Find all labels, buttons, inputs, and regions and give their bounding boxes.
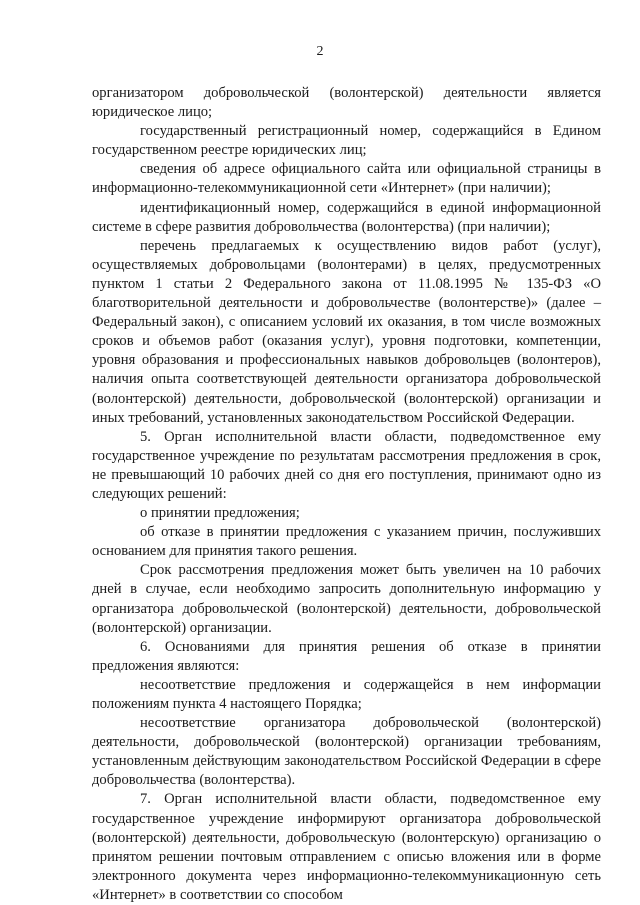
paragraph-list-of-works: перечень предлагаемых к осуществлению видов работ (услуг), осуществляемых добровольцами (волонтерами) в целях, предусмотренных пунктом 1 статьи 2 Федерального закона от 11.08.1995 № 135-ФЗ «О благотворительной деятельности и добровольчестве (волонтерстве)» (далее – Федеральный закон), с описанием условий их оказания, в том числе возможных сроков и объемов работ (оказания услуг), уровня подготовки, компетенции, уровня образования и профессиональных навыков добровольцев (волонтеров), наличия опыта соответствующей деятельности организатора добровольческой (волонтерской) деятельности, добровольческой (волонтерской) организации и иных требований, установленных законодательством Российской Федерации. (92, 237, 601, 426)
paragraph-nonconformity-organizer: несоответствие организатора добровольческой (волонтерской) деятельности, добровольческой (волонтерской) организации требованиям, установленным действующим законодательством Российской Федерации в сфере добровольчества (волонтерства). (92, 715, 601, 789)
paragraph-clause-5: 5. Орган исполнительной власти области, подведомственное ему государственное учреждение по результатам рассмотрения предложения в срок, не превышающий 10 рабочих дней со дня его поступления, принимают одно из следующих решений: (92, 428, 601, 502)
paragraph-clause-7: 7. Орган исполнительной власти области, подведомственное ему государственное учреждение информируют организатора добровольческой (волонтерской) деятельности, добровольческую (волонтерскую) организацию о принятом решении почтовым отправлением с описью вложения или в форме электронного документа через информационно-телекоммуникационную сеть «Интернет» в соответствии со способом (92, 791, 601, 903)
paragraph-refusal: об отказе в принятии предложения с указанием причин, послуживших основанием для принятия такого решения. (92, 524, 601, 560)
paragraph-review-extension: Срок рассмотрения предложения может быть увеличен на 10 рабочих дней в случае, если необходимо запросить дополнительную информацию у организатора добровольческой (волонтерской) деятельности, добровольческой (волонтерской) организации. (92, 562, 601, 636)
paragraph-clause-6: 6. Основаниями для принятия решения об отказе в принятии предложения являются: (92, 638, 601, 674)
paragraph-nonconformity-proposal: несоответствие предложения и содержащейся в нем информации положениям пункта 4 настоящего Порядка; (92, 676, 601, 712)
paragraph-official-website: сведения об адресе официального сайта или официальной страницы в информационно-телекоммуникационной сети «Интернет» (при наличии); (92, 161, 601, 197)
paragraph-identification-number: идентификационный номер, содержащийся в единой информационной системе в сфере развития добровольчества (волонтерства) (при наличии); (92, 199, 601, 235)
page-number: 2 (316, 44, 324, 59)
paragraph-state-registration-number: государственный регистрационный номер, содержащийся в Едином государственном реестре юридических лиц; (92, 123, 601, 159)
paragraph-acceptance: о принятии предложения; (140, 505, 300, 522)
paragraph-legal-entity-organizer: организатором добровольческой (волонтерской) деятельности является юридическое лицо; (92, 85, 601, 121)
document-body (92, 84, 601, 905)
